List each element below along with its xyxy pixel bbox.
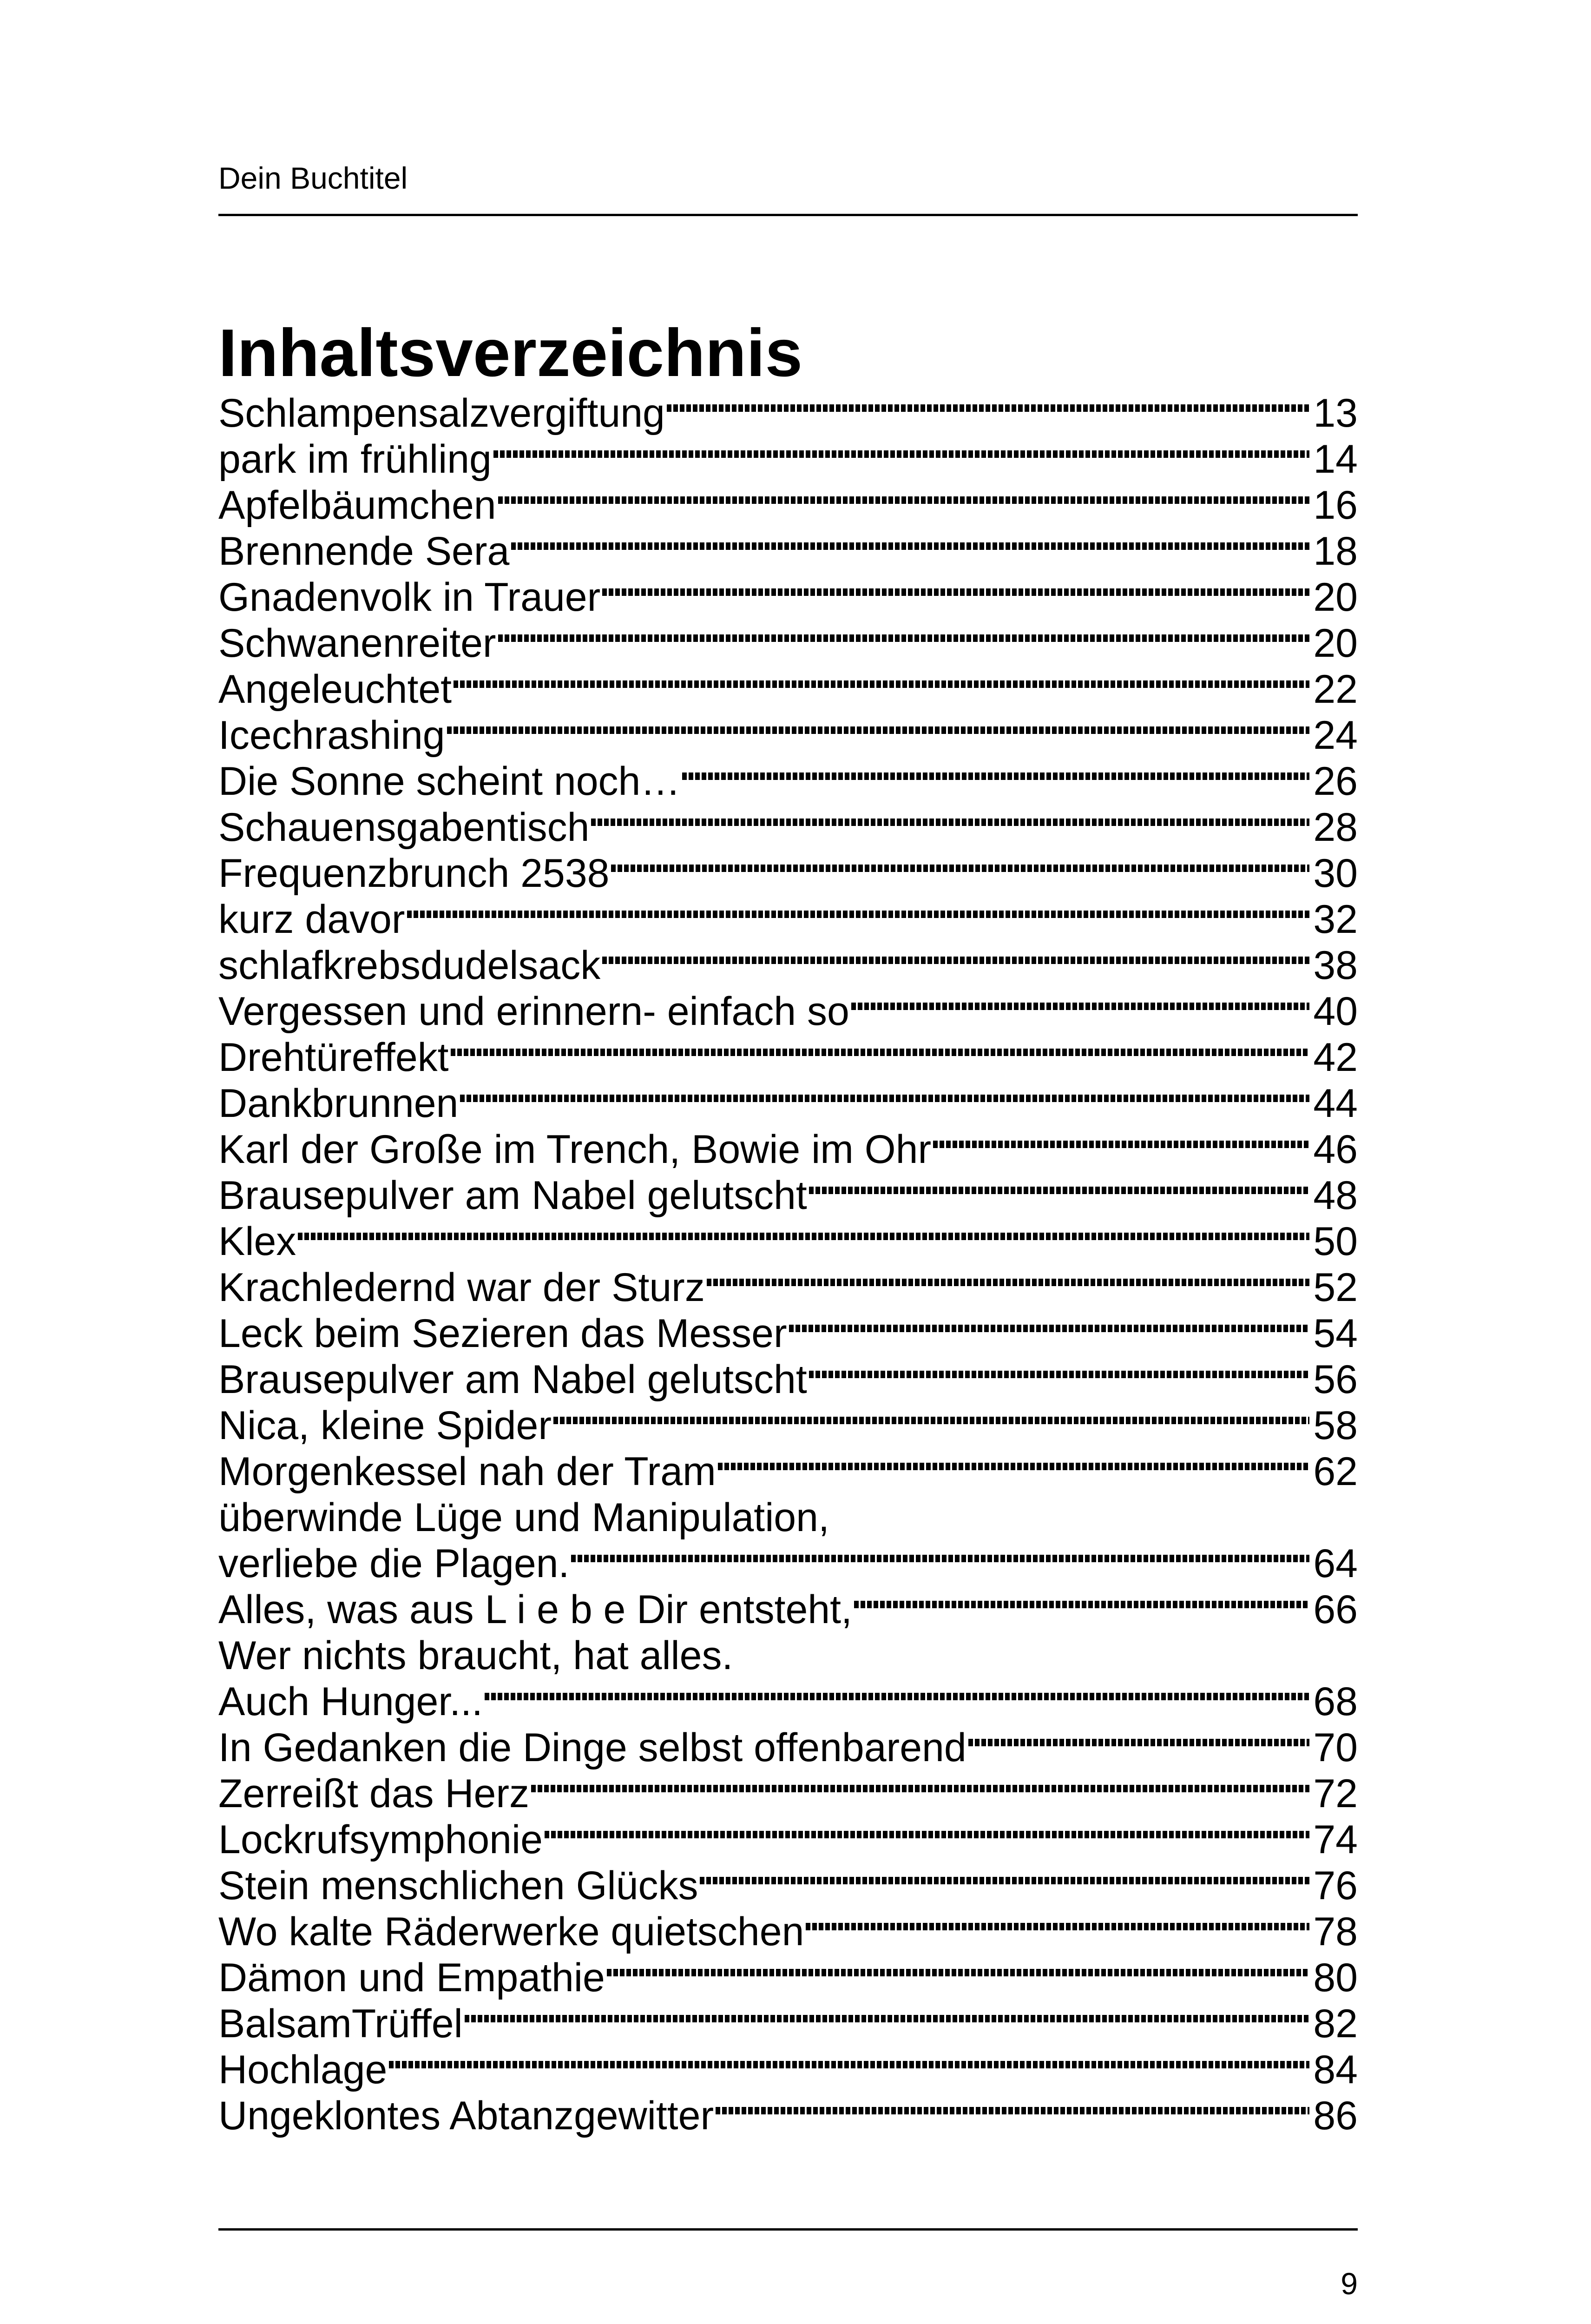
toc-dot-leader [460,1095,1309,1102]
toc-entry-page: 50 [1313,1219,1358,1264]
toc-dot-leader [498,496,1310,504]
toc-entry-title: Zerreißt das Herz [218,1771,530,1816]
toc-dot-leader [447,726,1310,734]
toc-entry [218,1541,1358,1587]
toc-entry-title: Vergessen und erinnern- einfach so [218,989,849,1034]
toc-dot-leader [389,2061,1309,2068]
toc-entry-title: Leck beim Sezieren das Messer [218,1311,787,1356]
toc-entry-title: Dankbrunnen [218,1081,459,1126]
toc-entry-title: Gnadenvolk in Trauer [218,575,601,620]
toc-entry-title: Schlampensalzvergiftung [218,391,665,436]
toc-entry-title: park im frühling [218,437,492,482]
toc-entry-page: 72 [1313,1771,1358,1816]
toc-entry [218,1495,1358,1541]
toc-entry [218,1403,1358,1449]
toc-entry [218,851,1358,897]
toc-entry-page: 13 [1313,391,1358,436]
toc-dot-leader [454,680,1309,688]
toc-dot-leader [851,1003,1310,1010]
toc-entry-title: Brausepulver am Nabel gelutscht [218,1357,807,1402]
toc-entry [218,2093,1358,2139]
toc-entry [218,1817,1358,1863]
toc-entry-page: 32 [1313,897,1358,942]
running-header-title: Dein Buchtitel [218,161,408,195]
toc-entry [218,1587,1358,1633]
toc-entry [218,436,1358,482]
toc-entry-page: 38 [1313,943,1358,988]
toc-entry-page: 84 [1313,2047,1358,2092]
toc-entry-page: 52 [1313,1265,1358,1310]
toc-entry-title: schlafkrebsdudelsack [218,943,601,988]
toc-entry [218,1771,1358,1817]
toc-entry-title: Ungeklontes Abtanzgewitter [218,2093,714,2138]
toc-entry-page: 46 [1313,1127,1358,1172]
toc-entry-page: 30 [1313,851,1358,896]
page-title: Inhaltsverzeichnis [218,315,803,391]
toc-dot-leader [933,1141,1309,1148]
toc-dot-leader [511,542,1309,550]
toc-entry-title: Icechrashing [218,713,445,758]
toc-dot-leader [707,1279,1310,1286]
toc-dot-leader [531,1785,1309,1792]
toc-entry-title: Klex [218,1219,296,1264]
toc-entry-title: Frequenzbrunch 2538 [218,851,610,896]
toc-entry [218,2001,1358,2047]
toc-entry-title: Nica, kleine Spider [218,1403,552,1448]
toc-entry-title: Schwanenreiter [218,621,496,666]
toc-entry-page: 74 [1313,1817,1358,1862]
toc-entry-page: 24 [1313,713,1358,758]
toc-entry-page: 40 [1313,989,1358,1034]
toc-entry [218,759,1358,805]
toc-dot-leader [611,865,1309,872]
toc-entry-page: 64 [1313,1541,1358,1586]
toc-entry [218,1633,1358,1679]
toc-entry-title: Krachledernd war der Sturz [218,1265,705,1310]
toc-entry-title: kurz davor [218,897,405,942]
toc-entry [218,1311,1358,1357]
toc-entry-title: Apfelbäumchen [218,483,496,528]
toc-entry [218,1173,1358,1219]
toc-entry-title: Morgenkessel nah der Tram [218,1449,716,1494]
toc-entry-page: 80 [1313,1955,1358,2000]
toc-entry-page: 70 [1313,1725,1358,1770]
toc-entry [218,1725,1358,1771]
toc-entry-title: Angeleuchtet [218,667,452,712]
toc-entry [218,713,1358,759]
toc-dot-leader [553,1417,1309,1424]
toc-dot-leader [451,1049,1310,1056]
toc-entry-title: Drehtüreffekt [218,1035,449,1080]
toc-dot-leader [806,1923,1309,1930]
toc-entry-page: 76 [1313,1863,1358,1908]
toc-entry [218,1127,1358,1173]
toc-entry-page: 54 [1313,1311,1358,1356]
toc-entry-page: 44 [1313,1081,1358,1126]
footer-rule [218,2228,1358,2231]
toc-dot-leader [571,1555,1309,1562]
toc-entry-title: überwinde Lüge und Manipulation, [218,1495,829,1540]
toc-entry [218,390,1358,436]
header-rule [218,214,1358,216]
toc-dot-leader [545,1831,1309,1838]
toc-entry [218,943,1358,989]
toc-dot-leader [716,2107,1309,2114]
toc-entry-page: 20 [1313,575,1358,620]
toc-entry [218,897,1358,943]
toc-entry [218,1679,1358,1725]
toc-entry-page: 82 [1313,2001,1358,2046]
toc-entry [218,528,1358,574]
toc-entry [218,574,1358,621]
toc-entry-title: Wer nichts braucht, hat alles. [218,1633,733,1678]
toc-entry-page: 48 [1313,1173,1358,1218]
toc-entry-title: Stein menschlichen Glücks [218,1863,698,1908]
toc-dot-leader [968,1739,1310,1746]
toc-entry-page: 18 [1313,529,1358,574]
toc-dot-leader [809,1187,1310,1194]
toc-dot-leader [602,957,1309,964]
toc-entry-title: Dämon und Empathie [218,1955,605,2000]
toc-entry-title: Brausepulver am Nabel gelutscht [218,1173,807,1218]
toc-entry [218,1219,1358,1265]
toc-dot-leader [591,819,1309,826]
toc-entry [218,1265,1358,1311]
toc-entry-page: 86 [1313,2093,1358,2138]
toc-dot-leader [718,1463,1310,1470]
toc-entry [218,805,1358,851]
toc-dot-leader [667,404,1309,412]
toc-entry-title: Schauensgabentisch [218,805,590,850]
toc-entry [218,1081,1358,1127]
toc-entry [218,621,1358,667]
toc-dot-leader [700,1877,1309,1884]
toc-entry-title: Alles, was aus L i e b e Dir entsteht, [218,1587,852,1632]
toc-entry-page: 28 [1313,805,1358,850]
toc-dot-leader [407,911,1310,918]
toc-entry-page: 42 [1313,1035,1358,1080]
toc-entry [218,667,1358,713]
toc-entry-title: Lockrufsymphonie [218,1817,543,1862]
toc-dot-leader [485,1693,1309,1700]
toc-entry-title: Hochlage [218,2047,388,2092]
toc-entry-page: 78 [1313,1909,1358,1954]
toc-entry-page: 14 [1313,437,1358,482]
toc-entry-page: 58 [1313,1403,1358,1448]
toc-entry-page: 56 [1313,1357,1358,1402]
toc-dot-leader [602,588,1309,596]
toc-entry-title: Die Sonne scheint noch… [218,759,681,804]
toc-entry [218,482,1358,528]
toc-dot-leader [465,2015,1310,2022]
toc-entry-page: 62 [1313,1449,1358,1494]
toc-entry-title: BalsamTrüffel [218,2001,463,2046]
toc-entry-title: Auch Hunger... [218,1679,483,1724]
toc-dot-leader [854,1601,1309,1608]
toc-dot-leader [498,634,1310,642]
toc-entry [218,1863,1358,1909]
toc-entry-title: Wo kalte Räderwerke quietschen [218,1909,804,1954]
toc-entry [218,1909,1358,1955]
toc-entry-page: 22 [1313,667,1358,712]
toc-dot-leader [789,1325,1310,1332]
toc-dot-leader [493,450,1309,458]
page-number: 9 [1341,2266,1358,2301]
toc-dot-leader [682,772,1309,780]
toc-entry-title: verliebe die Plagen. [218,1541,570,1586]
toc-entry-page: 20 [1313,621,1358,666]
toc-entry [218,2047,1358,2093]
toc-entry [218,1035,1358,1081]
toc-dot-leader [298,1233,1309,1240]
toc-entry [218,989,1358,1035]
toc-dot-leader [607,1969,1310,1976]
toc-entry [218,1449,1358,1495]
toc-entry-page: 66 [1313,1587,1358,1632]
toc-entry [218,1357,1358,1403]
toc-dot-leader [809,1371,1310,1378]
toc-entry [218,1955,1358,2001]
toc-entry-title: Karl der Große im Trench, Bowie im Ohr [218,1127,932,1172]
toc-entry-page: 68 [1313,1679,1358,1724]
toc-entry-page: 16 [1313,483,1358,528]
toc-entry-page: 26 [1313,759,1358,804]
table-of-contents [218,390,1358,2139]
toc-entry-title: In Gedanken die Dinge selbst offenbarend [218,1725,966,1770]
toc-entry-title: Brennende Sera [218,529,510,574]
